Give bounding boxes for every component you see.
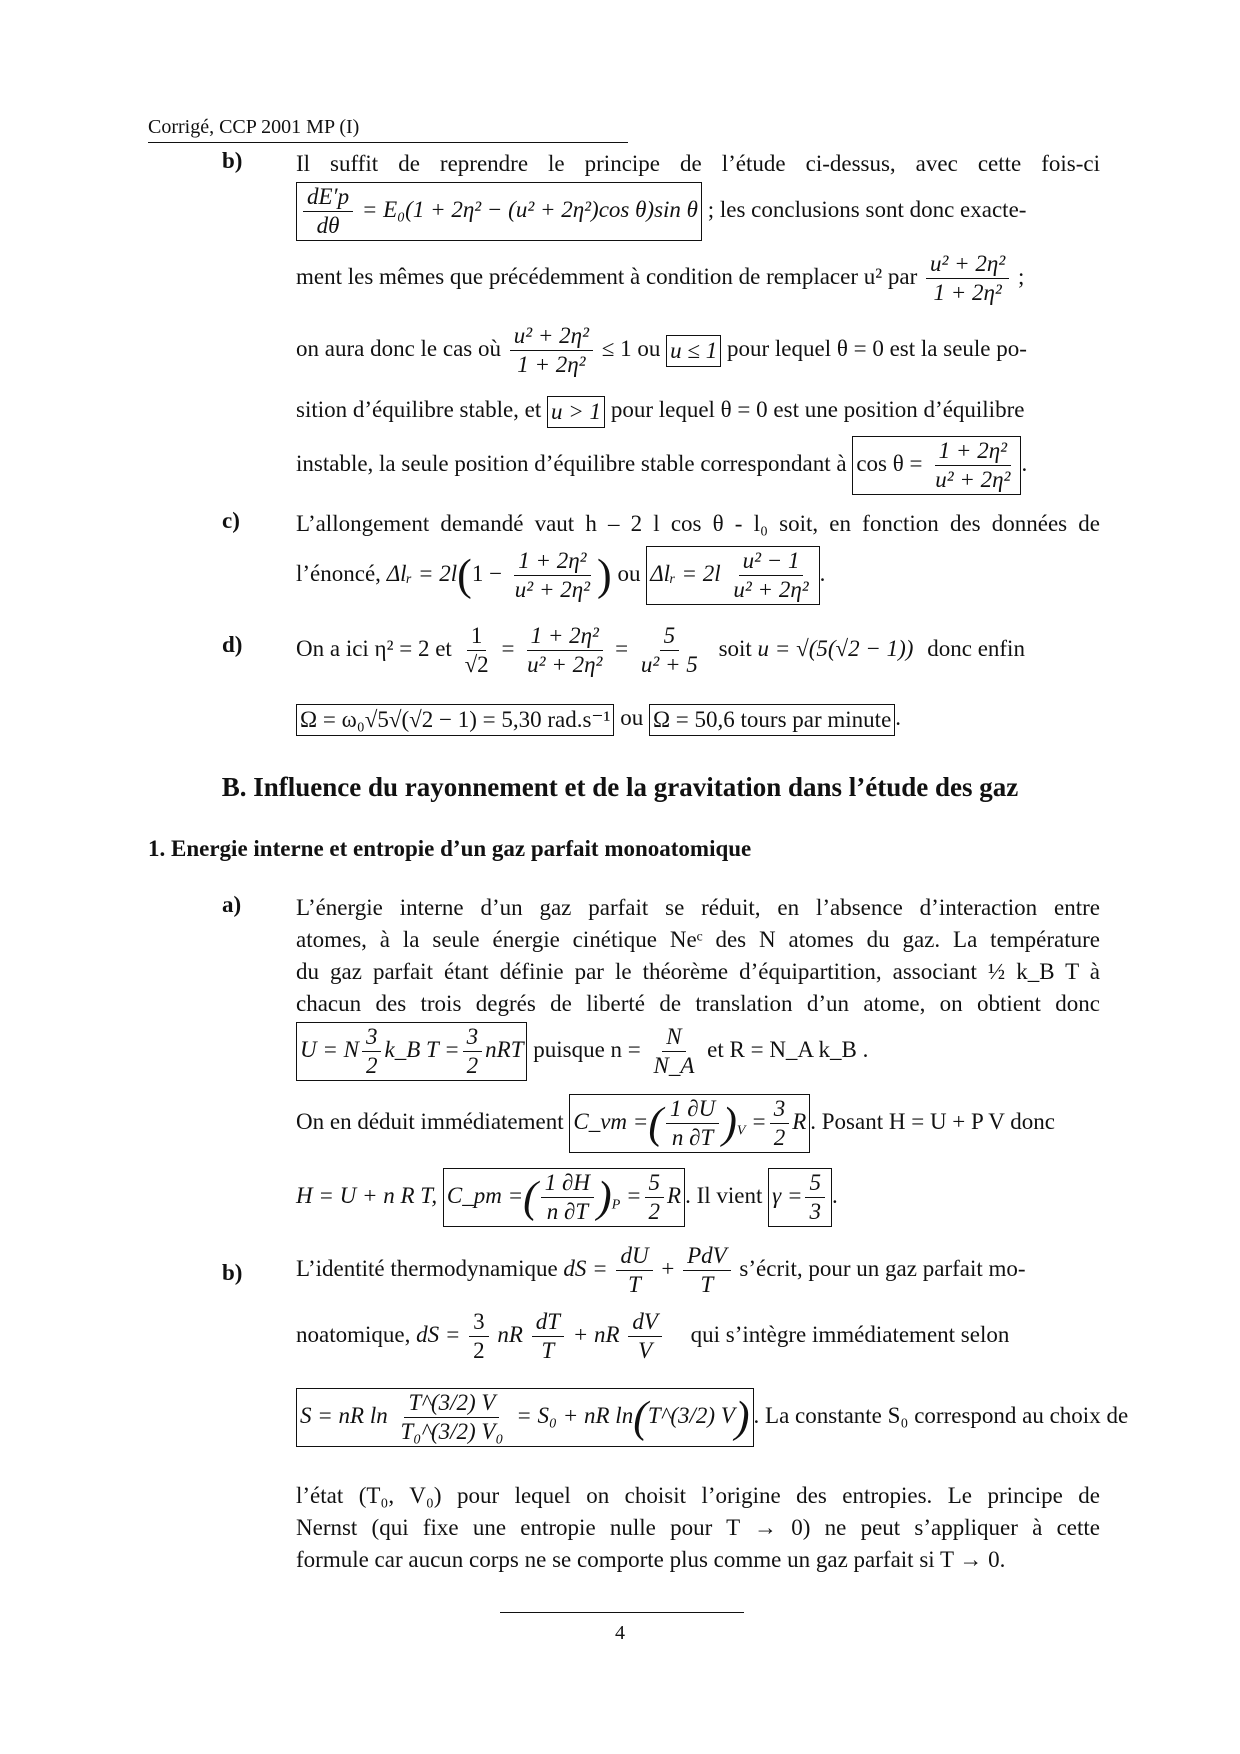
B-b-line-2: noatomique, dS = $\frac{3}{2}$ nR $\frac{dT}{T}$ + nR $\frac{dV}{V}$ qui s’intègre immédiatement selon bbox=[296, 1309, 1010, 1363]
elongation-fraction-1: $\frac{\text{1 + 2η²}}{\text{u² + 2η²}}$ bbox=[514, 548, 591, 602]
A-c-line-2: l’énoncé, Δlᵣ = 2l(1 − $\frac{\text{1 + 2η²}}{\text{u² + 2η²}}$ ) ou Δlᵣ = 2l $\frac{\text{u² − 1}}{\text{u² + 2η²}}$ . bbox=[296, 546, 1100, 605]
cvm-box: C_vm =( $\frac{1 \partial U}{n \partial T}$ )$_V$ = $\frac{3}{2}$ R bbox=[569, 1094, 810, 1153]
A-b-line-6: instable, la seule position d’équilibre stable correspondant à cos θ = $\frac{\text{1 + 2η²}}{\text{u² + 2η²}}$ . bbox=[296, 436, 1100, 495]
gamma-box: γ = $\frac{5}{3}$ bbox=[768, 1168, 832, 1227]
elongation-box: Δlᵣ = 2l $\frac{\text{u² − 1}}{\text{u² + 2η²}}$ bbox=[646, 546, 819, 605]
B-b-line-6: formule car aucun corps ne se comporte plus comme un gaz parfait si T → 0. bbox=[296, 1547, 1006, 1572]
omega-tours-box: Ω = 50,6 tours par minute bbox=[649, 704, 895, 736]
label-A-d: d) bbox=[222, 632, 243, 657]
label-B-b: b) bbox=[222, 1260, 243, 1285]
dEp-equation-box: $\frac{dE'p}{d\theta}$ = E₀(1 + 2η² − (u² + 2η²)cos θ)sin θ bbox=[296, 182, 702, 241]
B-a-line-2: atomes, à la seule énergie cinétique Neᶜ des N atomes du gaz. La température bbox=[296, 927, 1100, 952]
A-b-line-1: Il suffit de reprendre le principe de l’étude ci-dessus, avec cette fois-ci bbox=[296, 151, 1100, 176]
B-b-line-1: L’identité thermodynamique dS = $\frac{dU}{T}$ + $\frac{\text{PdV}}{T}$ s’écrit, pour un gaz parfait mo- bbox=[296, 1243, 1026, 1297]
B-a-line-4: chacun des trois degrés de liberté de translation d’un atome, on obtient donc bbox=[296, 991, 1100, 1016]
u-le-1-box: u ≤ 1 bbox=[666, 335, 721, 367]
B-a-line-5: U = N $\frac{3}{2}$ k_B T = $\frac{3}{2}$ nRT puisque n = $\frac{N}{N\_A}$ et R = N_A k_B . bbox=[296, 1022, 1100, 1081]
label-A-b: b) bbox=[222, 148, 243, 173]
A-b-line-2: $\frac{dE'p}{d\theta}$ = E₀(1 + 2η² − (u² + 2η²)cos θ)sin θ ; les conclusions sont donc exacte- bbox=[296, 182, 1100, 241]
B-a-line-1: L’énergie interne d’un gaz parfait se réduit, en l’absence d’interaction entre bbox=[296, 895, 1100, 920]
cos-theta-box: cos θ = $\frac{\text{1 + 2η²}}{\text{u² + 2η²}}$ bbox=[852, 436, 1021, 495]
A-c-line-1: L’allongement demandé vaut h – 2 l cos θ - l₀ soit, en fonction des données de bbox=[296, 511, 1100, 536]
A-b-line-5: sition d’équilibre stable, et u > 1 pour lequel θ = 0 est une position d’équilibre bbox=[296, 394, 1100, 428]
B-a-line-6: On en déduit immédiatement C_vm =( $\frac{1 \partial U}{n \partial T}$ )$_V$ = $\frac{3}{2}$ R . Posant H = U + P V donc bbox=[296, 1094, 1100, 1153]
dEp-fraction: $\frac{dE'p}{d\theta}$ bbox=[303, 183, 353, 240]
header-rule bbox=[148, 142, 628, 143]
replacement-fraction: $\frac{\text{u² + 2η²}}{\text{1 + 2η²}}$ bbox=[926, 250, 1009, 307]
label-A-c: c) bbox=[222, 508, 240, 533]
subsection-1-title: 1. Energie interne et entropie d’un gaz parfait monoatomique bbox=[148, 836, 752, 861]
label-B-a: a) bbox=[222, 892, 242, 917]
B-b-line-5: Nernst (qui fixe une entropie nulle pour T → 0) ne peut s’appliquer à cette bbox=[296, 1515, 1100, 1540]
footer-rule bbox=[500, 1612, 744, 1613]
B-b-line-4: l’état (T₀, V₀) pour lequel on choisit l’origine des entropies. Le principe de bbox=[296, 1483, 1100, 1508]
u-gt-1-box: u > 1 bbox=[547, 396, 605, 428]
internal-energy-box: U = N $\frac{3}{2}$ k_B T = $\frac{3}{2}$ nRT bbox=[296, 1022, 527, 1081]
A-d-line-1: On a ici η² = 2 et $\frac{1}{√2}$ = $\frac{\text{1 + 2η²}}{\text{u² + 2η²}}$ = $\frac{5}{\text{u² + 5}}$ soit u = √(5(√2 − 1)) donc enfin bbox=[296, 623, 1025, 677]
section-B-title: B. Influence du rayonnement et de la gravitation dans l’étude des gaz bbox=[221, 772, 1019, 802]
cpm-box: C_pm =( $\frac{1 \partial H}{n \partial T}$ )$_P$ = $\frac{5}{2}$ R bbox=[443, 1168, 685, 1227]
page-number: 4 bbox=[615, 1622, 625, 1644]
A-b-line-4: on aura donc le cas où $\frac{\text{u² + 2η²}}{\text{1 + 2η²}}$ ≤ 1 ou u ≤ 1 pour lequel θ = 0 est la seule po- bbox=[296, 323, 1027, 377]
B-b-line-3: S = nR ln $\frac{T\^{}(3/2) V}{\text{T₀\textasciicircum{}(3/2) V₀}}$ = S₀ + nR ln(T^(3/2) V) . La constante S₀ correspond au choix de bbox=[296, 1388, 1100, 1447]
A-b-line-3: ment les mêmes que précédemment à condition de remplacer u² par $\frac{\text{u² + 2η²}}{\text{1 + 2η²}}$ ; bbox=[296, 251, 1025, 305]
omega-rad-box: Ω = ω₀√5√(√2 − 1) = 5,30 rad.s⁻¹ bbox=[296, 704, 614, 736]
entropy-box: S = nR ln $\frac{T\^{}(3/2) V}{\text{T₀\textasciicircum{}(3/2) V₀}}$ = S₀ + nR ln(T^(3/2) V) bbox=[296, 1388, 754, 1447]
B-a-line-7: H = U + n R T, C_pm =( $\frac{1 \partial H}{n \partial T}$ )$_P$ = $\frac{5}{2}$ R . Il vient γ = $\frac{5}{3}$ . bbox=[296, 1168, 1100, 1227]
condition-fraction: $\frac{\text{u² + 2η²}}{\text{1 + 2η²}}$ bbox=[510, 322, 593, 379]
A-d-line-2: Ω = ω₀√5√(√2 − 1) = 5,30 rad.s⁻¹ ou Ω = 50,6 tours par minute . bbox=[296, 702, 1100, 736]
running-header: Corrigé, CCP 2001 MP (I) bbox=[148, 116, 360, 138]
B-a-line-3: du gaz parfait étant définie par le théorème d’équipartition, associant ½ k_B T à bbox=[296, 959, 1100, 984]
